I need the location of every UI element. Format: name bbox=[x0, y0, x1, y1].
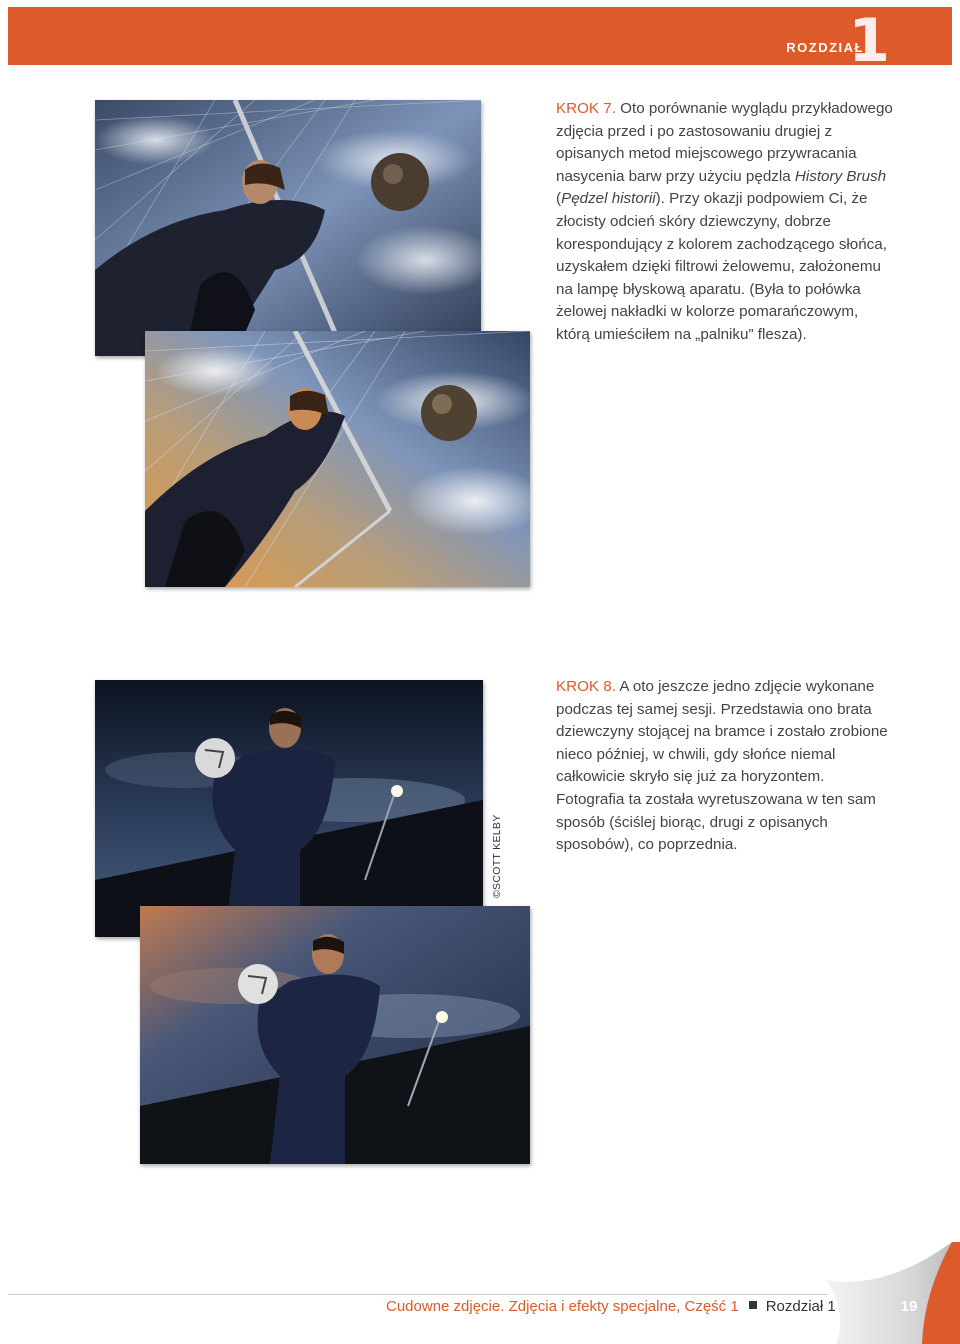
tool-name-polish: Pędzel historii bbox=[561, 190, 656, 208]
photo-goalkeeper-before bbox=[95, 100, 481, 356]
step-8-text-body: A oto jeszcze jedno zdjęcie wykonane podczas tej samej sesji. Przedstawia ono brata dziewczyny stojącej na bramce i zostało zrobione nieco później, w chwili, gdy słońce niemal całkowicie skryło się już za horyzontem. Fotografia ta została wyretuszowana w ten sam sposób (ściślej biorąc, drugi z opisanych sposobów), co poprzednia. bbox=[556, 678, 888, 854]
photo-brother-after bbox=[140, 906, 530, 1164]
footer bbox=[386, 1298, 836, 1315]
step-7-label: KROK 7. bbox=[556, 100, 616, 117]
page-curl-icon bbox=[826, 1242, 960, 1344]
photo-goalkeeper-after bbox=[145, 331, 530, 587]
chapter-header-bar bbox=[8, 6, 952, 76]
step-7-text-part-1: Oto porównanie wyglądu przykładowego zdjęcia przed i po zastosowaniu drugiej z opisanych metod miejscowego przywracania nasycenia barw przy użyciu pędzla bbox=[556, 100, 893, 185]
photo-brother-before bbox=[95, 680, 483, 937]
chapter-number: 1 bbox=[848, 6, 890, 76]
step-7-text-part-3: ). Przy okazji podpowiem Ci, że złocisty odcień skóry dziewczyny, dobrze korespondujący z kolorem zachodzącego słońca, uzyskałem dzięki filtrowi żelowemu, założonemu na lampę błyskową aparatu. (Była to połówka żelowej nakładki w kolorze pomarańczowym, którą umieściłem na „palniku” flesza). bbox=[556, 190, 887, 343]
tool-name: History Brush bbox=[794, 167, 887, 185]
chapter-label: ROZDZIAŁ bbox=[786, 40, 864, 55]
footer-divider bbox=[8, 1294, 828, 1295]
footer-book-title: Cudowne zdjęcie. Zdjęcia i efekty specjalne, Część 1 bbox=[386, 1298, 739, 1315]
step-7-text-part-2: ( bbox=[556, 190, 562, 208]
step-8-label: KROK 8. bbox=[556, 678, 616, 695]
step-7-text bbox=[556, 98, 896, 347]
photo-credit: ©SCOTT KELBY bbox=[491, 814, 503, 898]
footer-square-icon bbox=[749, 1301, 757, 1309]
step-8-text bbox=[556, 676, 896, 857]
page-number: 19 bbox=[900, 1298, 918, 1315]
footer-chapter: Rozdział 1 bbox=[765, 1298, 836, 1315]
